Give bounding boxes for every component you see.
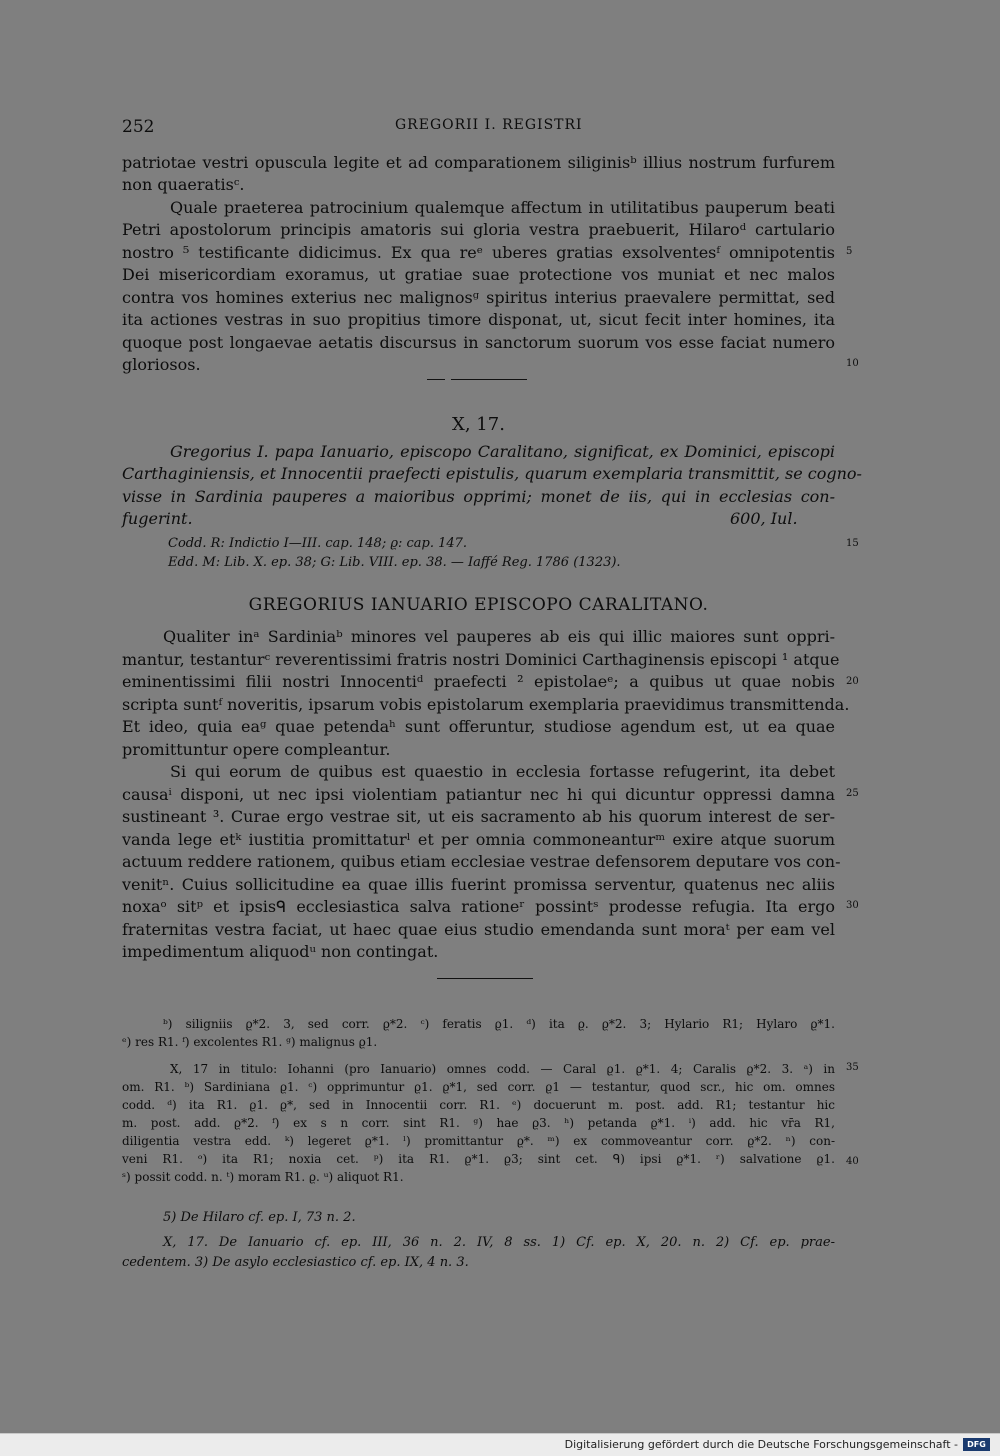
text-line: actuum reddere rationem, quibus etiam ecclesiae vestrae defensorem deputare vos con- <box>122 852 841 871</box>
footnote-line: ˢ) possit codd. n. ᵗ) moram R1. ϱ. ᵘ) aliquot R1. <box>122 1170 404 1184</box>
text-line: ita actiones vestras in suo propitius timore disponat, ut, sicut fecit inter homines, ita <box>122 310 835 329</box>
summary-line: Gregorius I. papa Ianuario, episcopo Caralitano, significat, ex Dominici, episcopi <box>170 442 835 461</box>
text-line: vanda lege etᵏ iustitia promittaturˡ et per omnia commoneanturᵐ exire atque suorum <box>122 830 835 849</box>
line-number: 20 <box>846 676 859 687</box>
text-line: impedimentum aliquodᵘ non contingat. <box>122 942 439 961</box>
codices-note: Codd. R: Indictio I—III. cap. 148; ϱ: cap. 147. <box>168 536 468 551</box>
text-line: contra vos homines exterius nec malignosᵍ spiritus interius praevalere permittat, sed <box>122 288 835 307</box>
summary-line: fugerint. <box>122 509 193 528</box>
separator-rule <box>451 379 527 380</box>
footnote-line: diligentia vestra edd. ᵏ) legeret ϱ*1. ˡ) promittantur ϱ*. ᵐ) ex commoveantur corr. ϱ*2. ⁿ) con- <box>122 1134 835 1148</box>
text-line: mantur, testanturᶜ reverentissimi fratris nostri Dominici Carthaginensis episcopi ¹ atque <box>122 650 840 669</box>
text-line: patriotae vestri opuscula legite et ad comparationem siliginisᵇ illius nostrum furfurem <box>122 153 835 172</box>
note-line: X, 17. De Ianuario cf. ep. III, 36 n. 2. IV, 8 ss. 1) Cf. ep. X, 20. n. 2) Cf. ep. prae- <box>163 1235 835 1250</box>
text-line: Quale praeterea patrocinium qualemque affectum in utilitatibus pauperum beati <box>170 198 835 217</box>
text-line: sustineant ³. Curae ergo vestrae sit, ut eis sacramento ab his quorum interest de ser- <box>122 807 835 826</box>
dfg-logo: DFG <box>963 1438 990 1451</box>
text-line: Qualiter inᵃ Sardiniaᵇ minores vel pauperes ab eis qui illic maiores sunt oppri- <box>163 627 835 646</box>
footnote-line: X, 17 in titulo: Iohanni (pro Ianuario) omnes codd. — Caral ϱ1. ϱ*1. 4; Caralis ϱ*2. 3. ᵃ) in <box>170 1062 835 1076</box>
footnote-line: m. post. add. ϱ*2. ᶠ) ex s n corr. sint R1. ᵍ) hae ϱ3. ʰ) petanda ϱ*1. ⁱ) add. hic vr̄a R1, <box>122 1116 835 1130</box>
editions-note: Edd. M: Lib. X. ep. 38; G: Lib. VIII. ep. 38. — Iaffé Reg. 1786 (1323). <box>168 555 621 570</box>
line-number: 30 <box>846 900 859 911</box>
text-line: nostro ⁵ testificante didicimus. Ex qua reᵉ uberes gratias exsolventesᶠ omnipotentis <box>122 243 835 262</box>
letter-title: GREGORIUS IANUARIO EPISCOPO CARALITANO. <box>248 595 709 615</box>
line-number: 40 <box>846 1156 859 1167</box>
letter-number: X, 17. <box>452 414 505 435</box>
text-line: non quaeratisᶜ. <box>122 175 245 194</box>
footnote-line: ᵉ) res R1. ᶠ) excolentes R1. ᵍ) malignus ϱ1. <box>122 1035 378 1049</box>
summary-line: visse in Sardinia pauperes a maioribus opprimi; monet de iis, qui in ecclesias con- <box>122 487 835 506</box>
text-line: scripta suntᶠ noveritis, ipsarum vobis epistolarum exemplaria praevidimus transmittenda. <box>122 695 850 714</box>
footer-credit: Digitalisierung gefördert durch die Deutsche Forschungsgemeinschaft - <box>564 1438 958 1451</box>
text-line: gloriosos. <box>122 355 201 374</box>
text-line: quoque post longaevae aetatis discursus in sanctorum suorum vos esse faciat numero <box>122 333 835 352</box>
text-line: Et ideo, quia eaᵍ quae petendaʰ sunt offeruntur, studiose agendum est, ut ea quae <box>122 717 835 736</box>
text-line: promittuntur opere compleantur. <box>122 740 391 759</box>
footnote-line: om. R1. ᵇ) Sardiniana ϱ1. ᶜ) opprimuntur ϱ1. ϱ*1, sed corr. ϱ1 — testantur, quod scr., hic om. omnes <box>122 1080 835 1094</box>
footnote-line: veni R1. ᵒ) ita R1; noxia cet. ᵖ) ita R1. ϱ*1. ϱ3; sint cet. ᑫ) ipsi ϱ*1. ʳ) salvatione ϱ1. <box>122 1152 835 1166</box>
text-line: fraternitas vestra faciat, ut haec quae eius studio emendanda sunt moraᵗ per eam vel <box>122 920 835 939</box>
line-number: 5 <box>846 246 853 257</box>
footnote-line: ᵇ) siligniis ϱ*2. 3, sed corr. ϱ*2. ᶜ) feratis ϱ1. ᵈ) ita ϱ. ϱ*2. 3; Hylario R1; Hylaro ϱ*1. <box>163 1017 835 1031</box>
text-line: noxaᵒ sitᵖ et ipsisᑫ ecclesiastica salva rationeʳ possintˢ prodesse refugia. Ita ergo <box>122 897 835 916</box>
text-line: venitⁿ. Cuius sollicitudine ea quae illis fuerint promissa serventur, quatenus nec aliis <box>122 875 835 894</box>
letter-date: 600, Iul. <box>730 509 798 528</box>
text-line: causaⁱ disponi, ut nec ipsi violentiam patiantur nec hi qui dicuntur oppressi damna <box>122 785 835 804</box>
page-number: 252 <box>122 117 155 137</box>
note-line: 5) De Hilaro cf. ep. I, 73 n. 2. <box>163 1210 356 1225</box>
line-number: 35 <box>846 1062 859 1073</box>
line-number: 15 <box>846 538 859 549</box>
text-line: eminentissimi filii nostri Innocentiᵈ praefecti ² epistolaeᵉ; a quibus ut quae nobis <box>122 672 835 691</box>
summary-line: Carthaginiensis, et Innocentii praefecti epistulis, quarum exemplaria transmittit, se cogno- <box>122 464 862 483</box>
running-title: GREGORII I. REGISTRI <box>395 117 583 133</box>
note-line: cedentem. 3) De asylo ecclesiastico cf. ep. IX, 4 n. 3. <box>122 1255 469 1270</box>
separator-rule <box>427 379 445 380</box>
line-number: 10 <box>846 358 859 369</box>
text-line: Dei misericordiam exoramus, ut gratiae suae protectione vos muniat et nec malos <box>122 265 835 284</box>
footnote-line: codd. ᵈ) ita R1. ϱ1. ϱ*, sed in Innocentii corr. R1. ᵉ) docuerunt m. post. add. R1; testantur hic <box>122 1098 835 1112</box>
footer-bar <box>0 1433 1000 1456</box>
separator-rule <box>437 978 533 979</box>
text-line: Si qui eorum de quibus est quaestio in ecclesia fortasse refugerint, ita debet <box>170 762 835 781</box>
text-line: Petri apostolorum principis amatoris sui gloria vestra praebuerit, Hilaroᵈ cartulario <box>122 220 835 239</box>
line-number: 25 <box>846 788 859 799</box>
